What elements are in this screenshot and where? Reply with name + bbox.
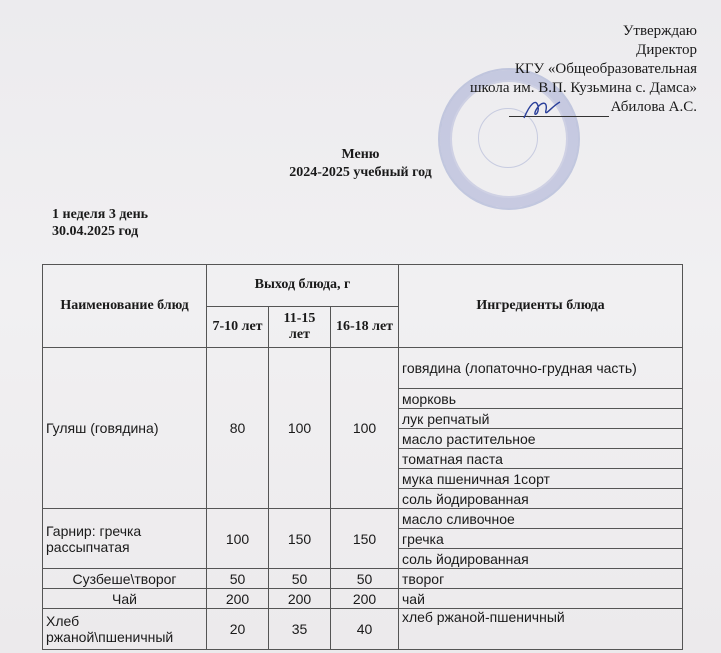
ingredient-cell: морковь: [399, 389, 683, 409]
dish-name: Хлеб ржаной\пшеничный: [43, 609, 207, 650]
ingredient-cell: масло сливочное: [399, 509, 683, 529]
dish-output-16-18: 50: [331, 569, 399, 589]
day-info: [52, 206, 148, 240]
dish-output-16-18: 150: [331, 509, 399, 569]
ingredient-cell: хлеб ржаной-пшеничный: [399, 609, 683, 650]
ingredient-cell: чай: [399, 589, 683, 609]
ingredient-cell: соль йодированная: [399, 549, 683, 569]
menu-date: 30.04.2025 год: [52, 224, 139, 239]
ingredient-cell: творог: [399, 569, 683, 589]
ingredient-cell: мука пшеничная 1сорт: [399, 469, 683, 489]
ingredient-cell: масло растительное: [399, 429, 683, 449]
dish-name: Сузбеше\творог: [43, 569, 207, 589]
dish-output-11-15: 150: [269, 509, 331, 569]
header-ingredients: Ингредиенты блюда: [399, 265, 683, 348]
header-age2: 11-15 лет: [269, 306, 331, 348]
header-row: [43, 265, 683, 307]
ingredient-cell: лук репчатый: [399, 409, 683, 429]
dish-name: Гарнир: гречка рассыпчатая: [43, 509, 207, 569]
ingredient-cell: соль йодированная: [399, 489, 683, 509]
dish-output-16-18: 100: [331, 348, 399, 509]
dish-output-16-18: 200: [331, 589, 399, 609]
approval-signer: Абилова А.С.: [610, 99, 697, 115]
handwritten-signature: [522, 96, 562, 122]
menu-title: [0, 146, 721, 182]
approval-block: [470, 22, 697, 117]
ingredient-cell: говядина (лопаточно-грудная часть): [399, 348, 683, 389]
dish-output-7-10: 80: [207, 348, 269, 509]
dish-output-7-10: 50: [207, 569, 269, 589]
approval-line4: школа им. В.П. Кузьмина с. Дамса»: [469, 80, 697, 96]
table-row: [43, 569, 683, 589]
table-row: [43, 509, 683, 529]
approval-line3: КГУ «Общеобразовательная: [514, 61, 697, 77]
dish-output-11-15: 50: [269, 569, 331, 589]
dish-output-16-18: 40: [331, 609, 399, 650]
header-age3: 16-18 лет: [331, 306, 399, 348]
week-day: 1 неделя 3 день: [52, 207, 149, 222]
approval-line1: Утверждаю: [622, 23, 697, 39]
ingredient-cell: томатная паста: [399, 449, 683, 469]
table-row: [43, 609, 683, 650]
dish-output-7-10: 20: [207, 609, 269, 650]
dish-output-7-10: 200: [207, 589, 269, 609]
dish-name: Гуляш (говядина): [43, 348, 207, 509]
header-name: Наименование блюд: [43, 265, 207, 348]
table-body: [43, 348, 683, 650]
title-line2: 2024-2025 учебный год: [289, 165, 432, 180]
menu-table: [42, 264, 683, 650]
ingredient-cell: гречка: [399, 529, 683, 549]
dish-output-11-15: 200: [269, 589, 331, 609]
dish-output-11-15: 100: [269, 348, 331, 509]
dish-name: Чай: [43, 589, 207, 609]
dish-output-11-15: 35: [269, 609, 331, 650]
dish-output-7-10: 100: [207, 509, 269, 569]
header-output: Выход блюда, г: [207, 265, 399, 307]
header-age1: 7-10 лет: [207, 306, 269, 348]
table-row: [43, 589, 683, 609]
table-row: [43, 348, 683, 389]
title-line1: Меню: [341, 147, 380, 162]
approval-signer-row: [470, 98, 697, 117]
approval-line2: Директор: [636, 42, 697, 58]
